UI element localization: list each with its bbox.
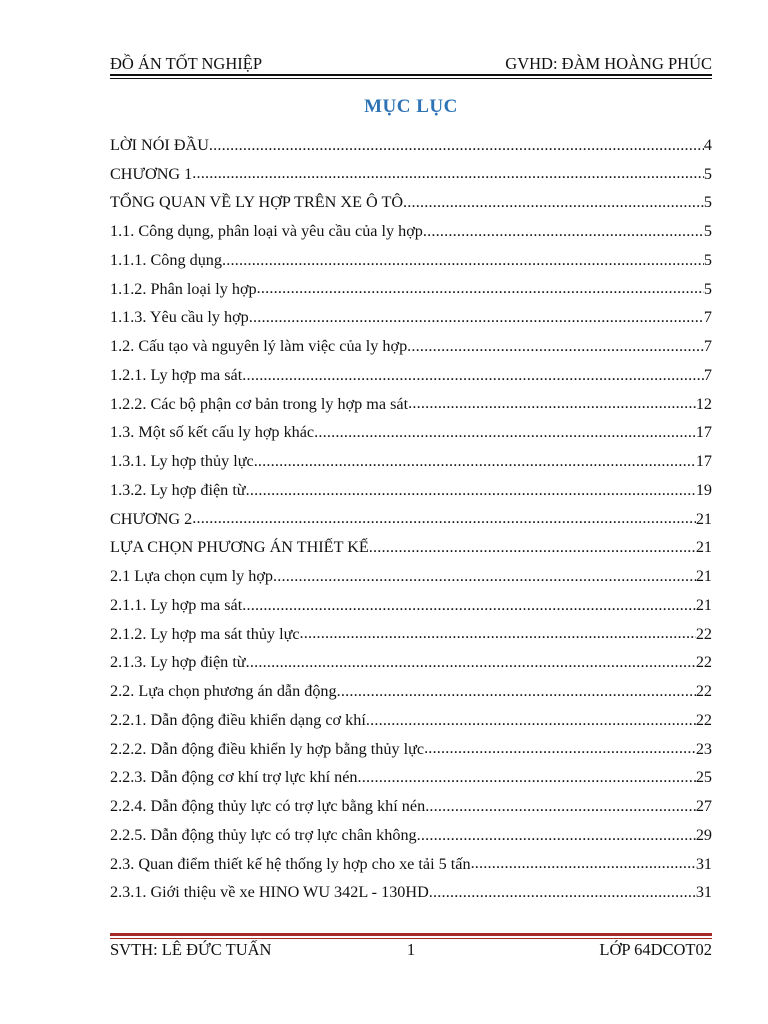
toc-entry-page: 25 <box>695 768 712 787</box>
toc-leader <box>254 452 696 471</box>
header-supervisor: GVHD: ĐÀM HOÀNG PHÚC <box>505 54 712 73</box>
toc-entry-page: 27 <box>695 797 712 816</box>
header-project-title: ĐỒ ÁN TỐT NGHIỆP <box>110 54 263 73</box>
toc-entry[interactable] <box>110 476 712 505</box>
toc-entry-title: 2.2.3. Dẫn động cơ khí trợ lực khí nén <box>110 768 358 787</box>
toc-leader <box>471 854 696 873</box>
toc-leader <box>429 883 696 902</box>
toc-entry-title: 1.3.2. Ly hợp điện từ <box>110 480 246 499</box>
header-rule-thin <box>110 78 712 79</box>
footer-page-number: 1 <box>406 940 416 959</box>
toc-entry-page: 21 <box>695 509 712 528</box>
toc-entry[interactable] <box>110 649 712 678</box>
toc-entry[interactable] <box>110 447 712 476</box>
toc-entry[interactable] <box>110 246 712 275</box>
toc-entry[interactable] <box>110 189 712 218</box>
toc-entry[interactable] <box>110 706 712 735</box>
toc-entry[interactable] <box>110 562 712 591</box>
toc-entry[interactable] <box>110 390 712 419</box>
toc-entry[interactable] <box>110 304 712 333</box>
toc-entry-page: 21 <box>695 567 712 586</box>
toc-leader <box>369 538 696 557</box>
toc-entry-page: 21 <box>695 538 712 557</box>
toc-leader <box>366 711 696 730</box>
toc-entry[interactable] <box>110 534 712 563</box>
toc-entry-page: 22 <box>695 624 712 643</box>
toc-entry-page: 12 <box>695 394 712 413</box>
table-of-contents <box>110 131 712 907</box>
toc-entry-page: 7 <box>703 337 712 356</box>
toc-entry[interactable] <box>110 764 712 793</box>
toc-entry-title: 2.2.2. Dẫn động điều khiển ly hợp bằng thủy lực <box>110 739 425 758</box>
toc-leader <box>407 337 704 356</box>
header-rule <box>110 74 712 76</box>
toc-entry-title: 1.2.1. Ly hợp ma sát <box>110 365 243 384</box>
toc-entry-title: 1.1. Công dụng, phân loại và yêu cầu của ly hợp <box>110 222 423 241</box>
toc-entry[interactable] <box>110 735 712 764</box>
toc-entry-title: 1.2. Cấu tạo và nguyên lý làm việc của ly hợp <box>110 337 408 356</box>
toc-leader <box>222 251 704 270</box>
toc-entry-title: 2.1 Lựa chọn cụm ly hợp <box>110 567 273 586</box>
toc-entry-title: 2.1.3. Ly hợp điện từ <box>110 653 246 672</box>
toc-entry-page: 22 <box>695 653 712 672</box>
toc-entry-page: 31 <box>695 854 712 873</box>
toc-entry-title: 1.1.1. Công dụng <box>110 250 222 269</box>
toc-entry-page: 21 <box>695 595 712 614</box>
toc-entry-title: TỔNG QUAN VỀ LY HỢP TRÊN XE Ô TÔ <box>110 193 404 212</box>
toc-leader <box>246 481 696 500</box>
toc-leader <box>192 164 704 183</box>
toc-leader <box>408 394 696 413</box>
toc-entry-title: CHƯƠNG 2 <box>110 509 193 528</box>
toc-leader <box>242 596 696 615</box>
toc-entry[interactable] <box>110 591 712 620</box>
toc-leader <box>417 826 696 845</box>
toc-entry-title: 2.3.1. Giới thiệu về xe HINO WU 342L - 130HD <box>110 883 429 902</box>
toc-leader <box>249 308 704 327</box>
toc-entry[interactable] <box>110 332 712 361</box>
toc-entry-page: 22 <box>695 710 712 729</box>
footer-student: SVTH: LÊ ĐỨC TUẤN <box>110 940 272 959</box>
toc-entry-page: 5 <box>703 193 712 212</box>
toc-leader <box>424 739 696 758</box>
toc-entry-title: 2.1.2. Ly hợp ma sát thủy lực <box>110 624 300 643</box>
toc-entry[interactable] <box>110 879 712 908</box>
toc-entry-title: 2.1.1. Ly hợp ma sát <box>110 595 243 614</box>
toc-entry-title: LỰA CHỌN PHƯƠNG ÁN THIẾT KẾ <box>110 538 369 557</box>
toc-entry-title: CHƯƠNG 1 <box>110 164 193 183</box>
toc-leader <box>273 567 696 586</box>
toc-entry-title: 1.3.1. Ly hợp thủy lực <box>110 452 254 471</box>
toc-entry-page: 17 <box>695 452 712 471</box>
toc-leader <box>209 136 704 155</box>
toc-leader <box>403 193 704 212</box>
toc-entry[interactable] <box>110 275 712 304</box>
toc-entry-title: 2.3. Quan điểm thiết kế hệ thống ly hợp cho xe tải 5 tấn <box>110 854 471 873</box>
toc-entry-title: 1.1.3. Yêu cầu ly hợp <box>110 308 249 327</box>
footer-rule <box>110 933 712 936</box>
toc-entry-page: 17 <box>695 423 712 442</box>
toc-entry-page: 5 <box>703 279 712 298</box>
page-header <box>110 50 712 74</box>
toc-leader <box>242 366 704 385</box>
toc-entry-page: 7 <box>703 308 712 327</box>
toc-entry-title: 2.2.1. Dẫn động điều khiển dạng cơ khí <box>110 710 366 729</box>
toc-entry[interactable] <box>110 419 712 448</box>
toc-entry[interactable] <box>110 821 712 850</box>
toc-entry-title: 1.1.2. Phân loại ly hợp <box>110 279 257 298</box>
toc-entry[interactable] <box>110 620 712 649</box>
toc-entry[interactable] <box>110 361 712 390</box>
toc-entry-title: 1.2.2. Các bộ phận cơ bản trong ly hợp ma sát <box>110 394 409 413</box>
toc-entry-title: 2.2. Lựa chọn phương án dẫn động <box>110 682 337 701</box>
toc-entry[interactable] <box>110 217 712 246</box>
toc-entry[interactable] <box>110 850 712 879</box>
toc-entry[interactable] <box>110 677 712 706</box>
toc-entry-page: 23 <box>695 739 712 758</box>
toc-entry-page: 31 <box>695 883 712 902</box>
toc-entry-title: 2.2.4. Dẫn động thủy lực có trợ lực bằng khí nén <box>110 797 426 816</box>
toc-entry[interactable] <box>110 131 712 160</box>
toc-leader <box>358 768 696 787</box>
toc-entry-page: 5 <box>703 250 712 269</box>
toc-leader <box>425 797 696 816</box>
toc-entry-page: 29 <box>695 825 712 844</box>
toc-entry[interactable] <box>110 505 712 534</box>
toc-entry-title: 1.3. Một số kết cấu ly hợp khác <box>110 423 315 442</box>
toc-leader <box>257 279 704 298</box>
toc-entry-title: 2.2.5. Dẫn động thủy lực có trợ lực chân không <box>110 825 417 844</box>
toc-entry[interactable] <box>110 160 712 189</box>
toc-leader <box>192 509 696 528</box>
page-footer <box>110 938 712 962</box>
toc-leader <box>246 653 696 672</box>
toc-entry-page: 7 <box>703 365 712 384</box>
toc-entry-title: LỜI NÓI ĐẦU <box>110 135 209 154</box>
toc-leader <box>337 682 696 701</box>
toc-leader <box>300 624 696 643</box>
footer-class: LỚP 64DCOT02 <box>599 940 712 959</box>
toc-entry[interactable] <box>110 792 712 821</box>
toc-heading: MỤC LỤC <box>364 96 458 117</box>
toc-entry-page: 5 <box>703 222 712 241</box>
toc-entry-page: 19 <box>695 480 712 499</box>
toc-entry-page: 4 <box>703 135 712 154</box>
toc-leader <box>423 222 704 241</box>
toc-leader <box>314 423 696 442</box>
toc-entry-page: 5 <box>703 164 712 183</box>
toc-entry-page: 22 <box>695 682 712 701</box>
